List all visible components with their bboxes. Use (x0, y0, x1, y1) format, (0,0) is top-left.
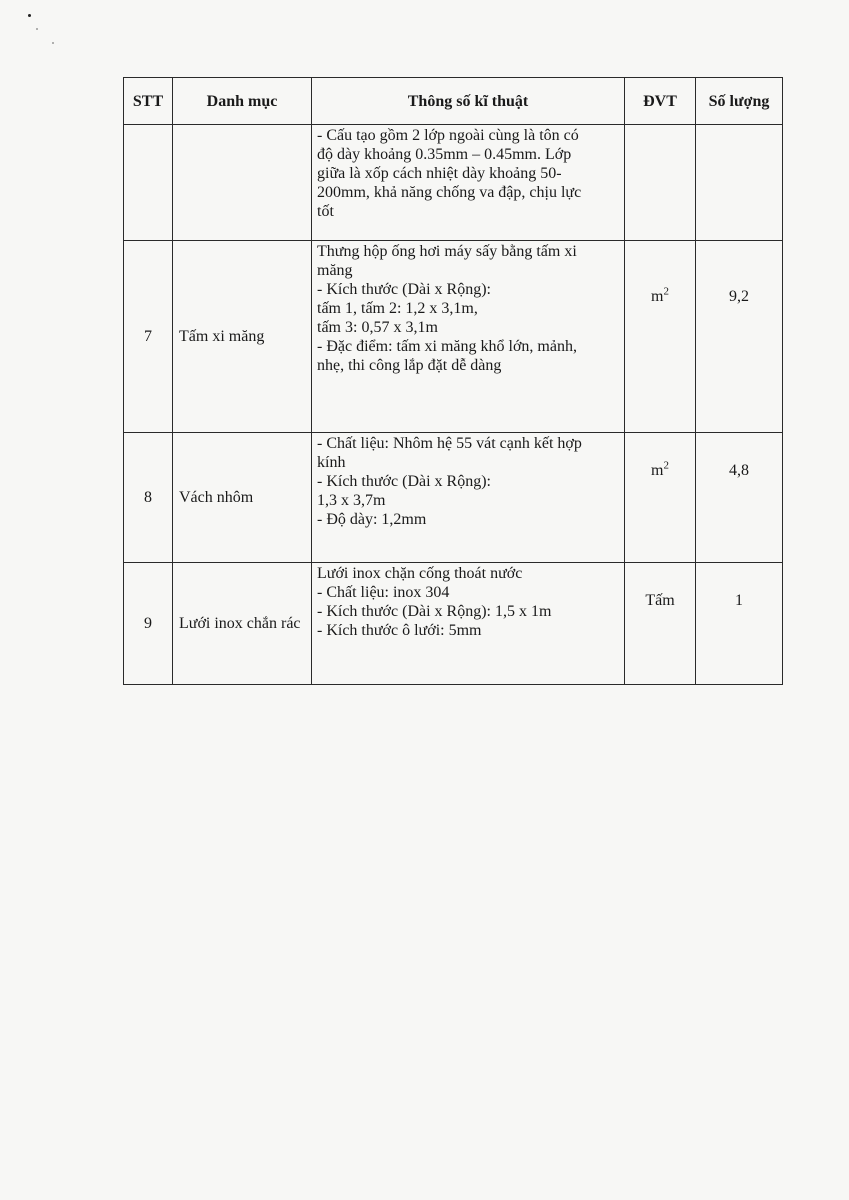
cell-quantity: 1 (696, 563, 783, 685)
spec-line: độ dày khoảng 0.35mm – 0.45mm. Lớp (317, 146, 572, 163)
table-row-continuation (124, 125, 783, 241)
spec-line: - Cấu tạo gồm 2 lớp ngoài cùng là tôn có (317, 127, 579, 144)
cell-category: Tấm xi măng (173, 241, 312, 433)
cell-stt: 9 (124, 563, 173, 685)
spec-line: măng (317, 262, 353, 279)
header-unit: ĐVT (625, 78, 696, 125)
spec-line: - Kích thước (Dài x Rộng): (317, 281, 491, 298)
table-row (124, 241, 783, 433)
scan-mark (28, 14, 31, 17)
cell-category: Vách nhôm (173, 433, 312, 563)
unit-text: m (651, 288, 664, 305)
spec-line: nhẹ, thi công lắp đặt dễ dàng (317, 357, 502, 374)
spec-line: - Kích thước ô lưới: 5mm (317, 622, 482, 639)
scan-speck (36, 28, 38, 30)
cell-unit (625, 433, 696, 563)
cell-category: Lưới inox chắn rác (173, 563, 312, 685)
spec-line: 200mm, khả năng chống va đập, chịu lực (317, 184, 582, 201)
cell-spec (312, 241, 625, 433)
cell-stt (124, 125, 173, 241)
spec-line: Thưng hộp ống hơi máy sấy bằng tấm xi (317, 243, 577, 260)
cell-category (173, 125, 312, 241)
spec-line: tấm 3: 0,57 x 3,1m (317, 319, 438, 336)
table-row (124, 433, 783, 563)
unit-text: Tấm (645, 592, 675, 609)
header-stt: STT (124, 78, 173, 125)
spec-line: giữa là xốp cách nhiệt dày khoảng 50- (317, 165, 562, 182)
spec-line: tốt (317, 203, 334, 220)
spec-line: - Kích thước (Dài x Rộng): 1,5 x 1m (317, 603, 552, 620)
table-header-row (124, 78, 783, 125)
header-category: Danh mục (173, 78, 312, 125)
cell-quantity: 4,8 (696, 433, 783, 563)
spec-line: - Kích thước (Dài x Rộng): (317, 473, 491, 490)
table-row (124, 563, 783, 685)
unit-superscript: 2 (663, 459, 669, 472)
cell-unit (625, 125, 696, 241)
cell-spec (312, 125, 625, 241)
cell-stt: 8 (124, 433, 173, 563)
cell-spec (312, 563, 625, 685)
unit-superscript: 2 (663, 285, 669, 298)
unit-text: m (651, 462, 664, 479)
spec-line: - Chất liệu: Nhôm hệ 55 vát cạnh kết hợp (317, 435, 582, 452)
header-spec: Thông số kĩ thuật (312, 78, 625, 125)
cell-quantity (696, 125, 783, 241)
cell-stt: 7 (124, 241, 173, 433)
cell-unit (625, 563, 696, 685)
spec-line: - Chất liệu: inox 304 (317, 584, 450, 601)
spec-line: - Đặc điểm: tấm xi măng khổ lớn, mảnh, (317, 338, 577, 355)
header-quantity: Số lượng (696, 78, 783, 125)
scan-speck (52, 42, 54, 44)
spec-line: 1,3 x 3,7m (317, 492, 386, 509)
spec-line: - Độ dày: 1,2mm (317, 511, 427, 528)
cell-unit (625, 241, 696, 433)
spec-line: tấm 1, tấm 2: 1,2 x 3,1m, (317, 300, 478, 317)
cell-spec (312, 433, 625, 563)
spec-line: Lưới inox chặn cống thoát nước (317, 565, 523, 582)
spec-line: kính (317, 454, 346, 471)
specification-table (123, 77, 783, 685)
cell-quantity: 9,2 (696, 241, 783, 433)
